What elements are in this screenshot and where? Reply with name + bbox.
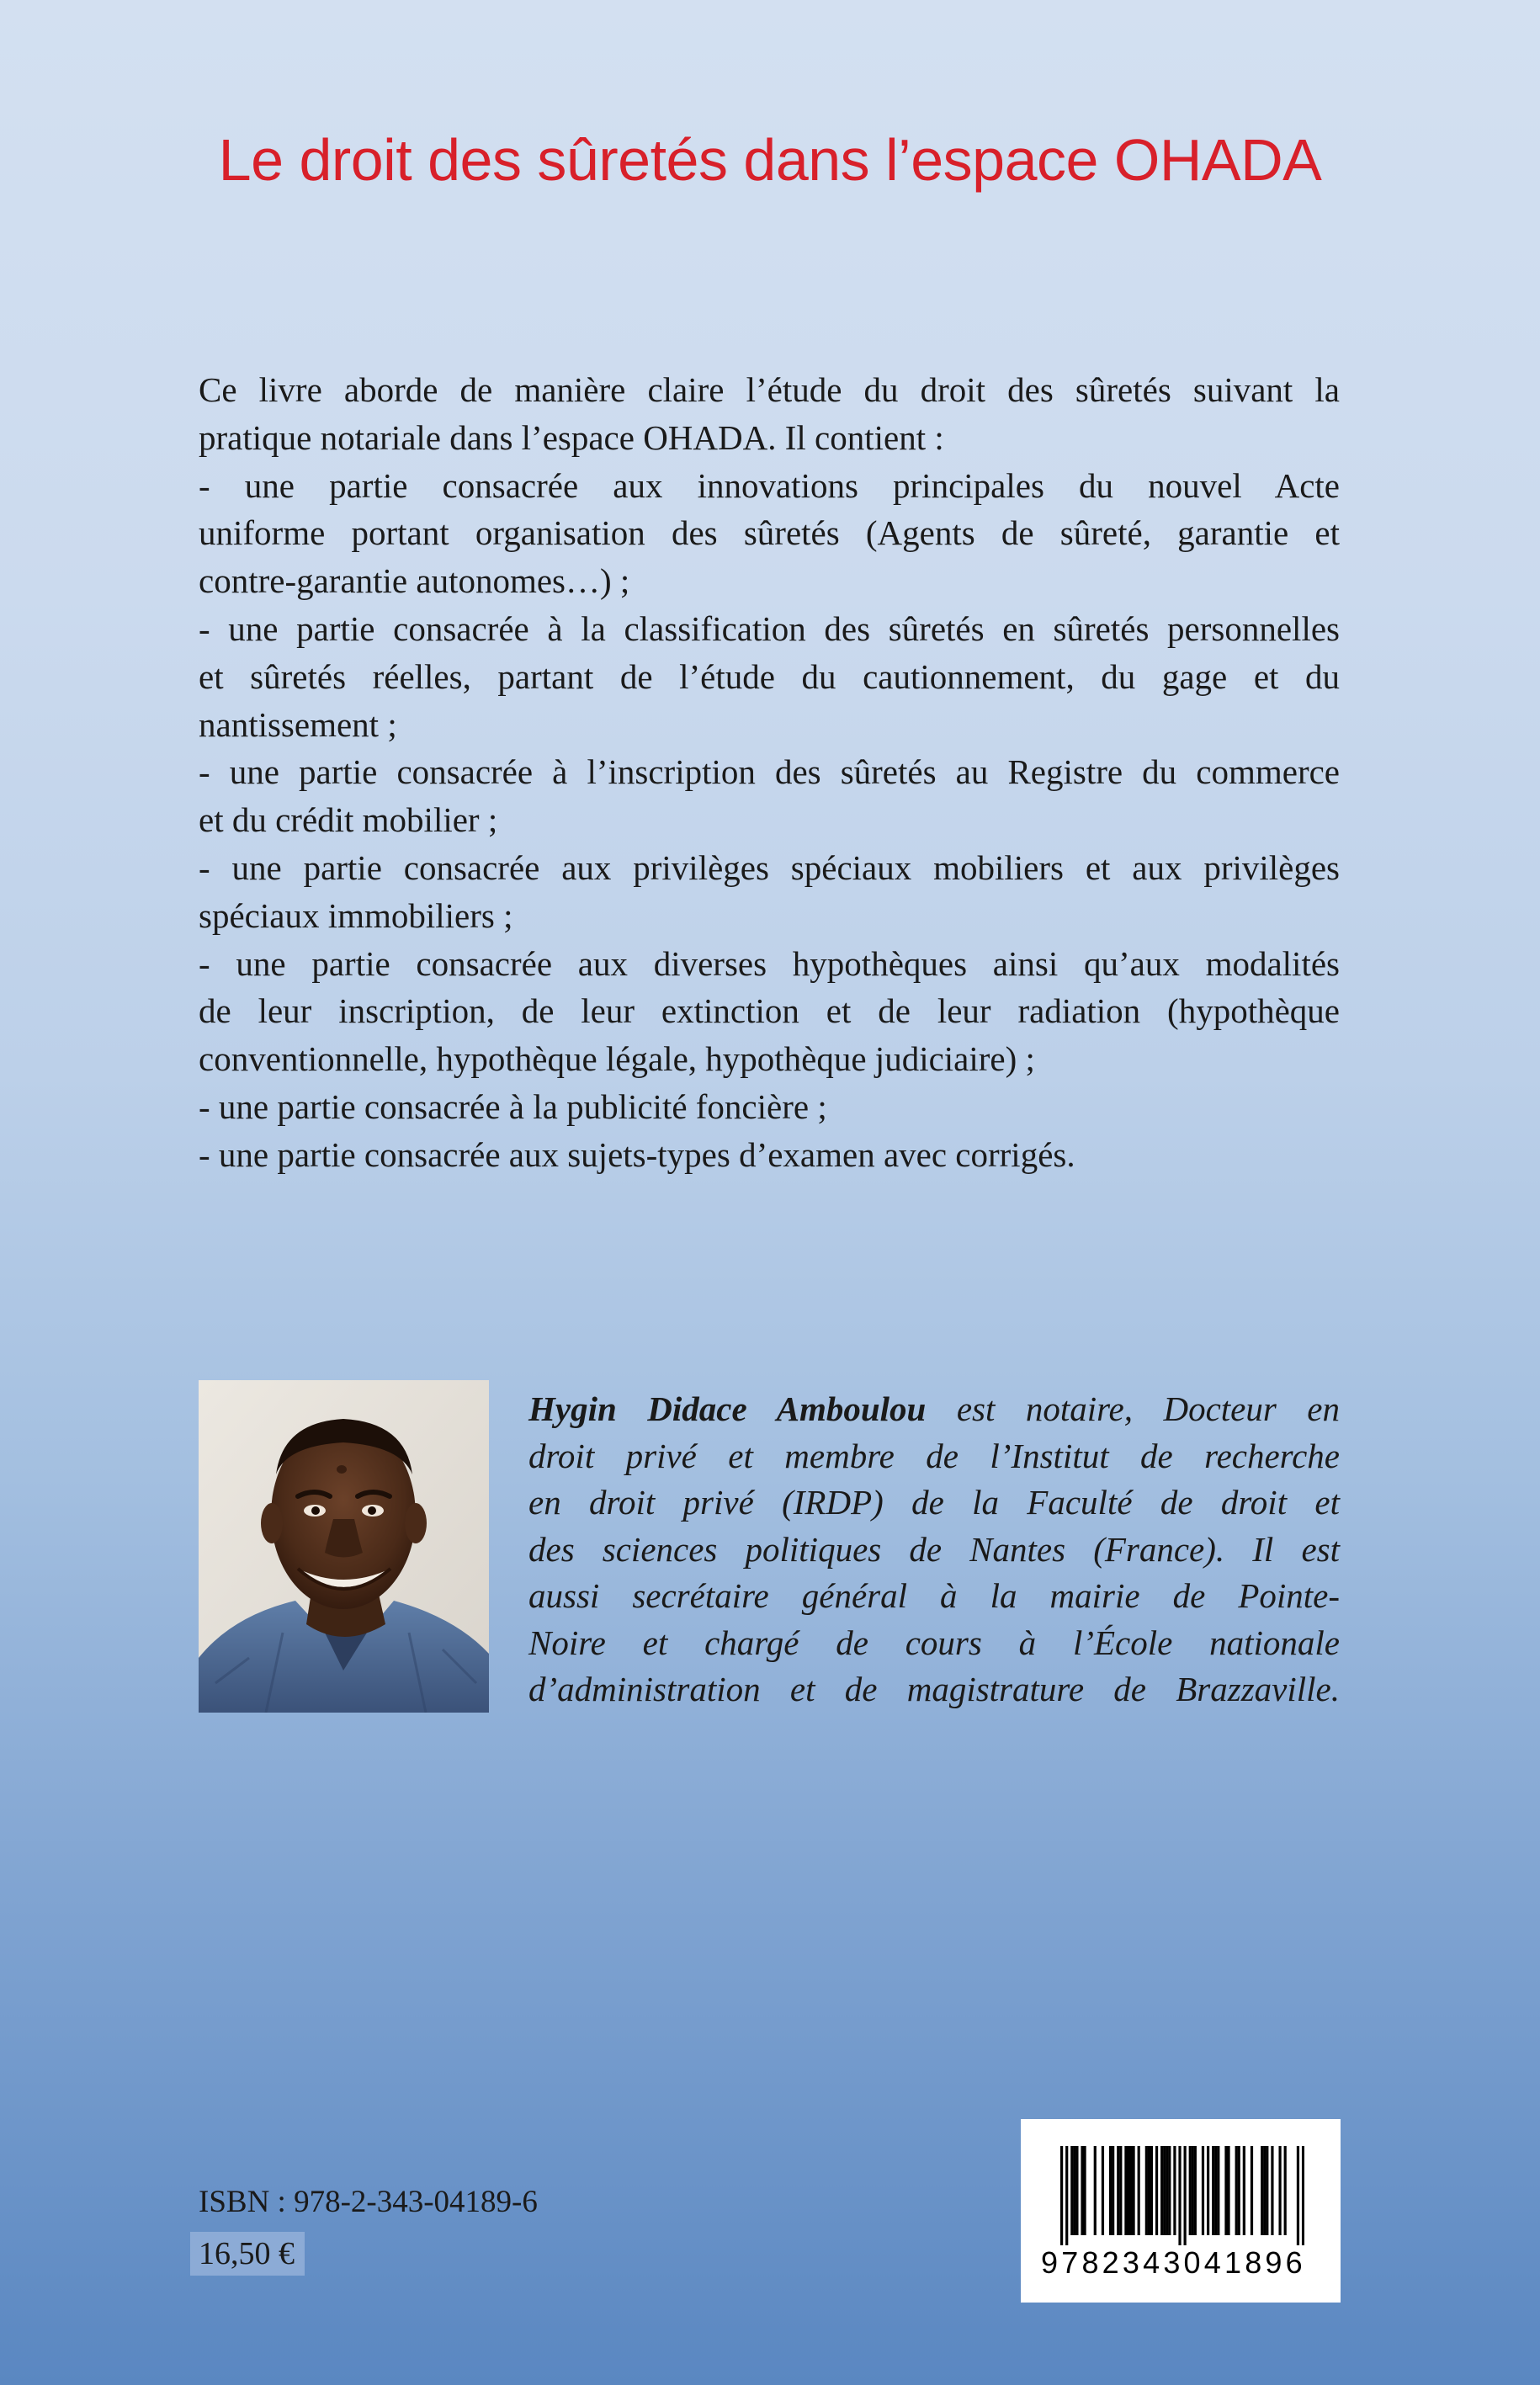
barcode-bars (1060, 2146, 1304, 2245)
description-line: de leur inscription, de leur extinction et de leur radiation (hypothèque (199, 991, 1340, 1031)
description-line: - une partie consacrée aux privilèges spéciaux mobiliers et aux privilèges (199, 847, 1340, 887)
author-name: Hygin Didace Amboulou (528, 1389, 927, 1428)
barcode-bar (1155, 2146, 1158, 2235)
barcode-bar (1238, 2146, 1240, 2235)
barcode-bar (1194, 2146, 1197, 2235)
barcode-bar (1278, 2146, 1281, 2235)
barcode-bar (1145, 2146, 1148, 2235)
barcode-bar (1150, 2146, 1153, 2235)
barcode-bar (1302, 2146, 1304, 2245)
barcode-bar (1192, 2146, 1194, 2235)
barcode-bar (1173, 2146, 1176, 2235)
description-line: - une partie consacrée aux diverses hypothèques ainsi qu’aux modalités (199, 943, 1340, 983)
barcode-bar (1148, 2146, 1150, 2235)
bio-line: d’administration et de magistrature de Brazzaville. (528, 1670, 1340, 1708)
barcode-bar (1163, 2146, 1166, 2235)
barcode-bar (1212, 2146, 1214, 2235)
bio-line: aussi secrétaire général à la mairie de Pointe- (528, 1576, 1340, 1615)
barcode-bar (1102, 2146, 1104, 2235)
barcode-bar (1065, 2146, 1068, 2245)
barcode-bar (1117, 2146, 1119, 2235)
description-line: nantissement ; (199, 704, 397, 744)
barcode-bar (1132, 2146, 1134, 2235)
barcode-bar (1070, 2146, 1073, 2235)
barcode-bar (1284, 2146, 1287, 2235)
barcode-bar (1217, 2146, 1219, 2235)
price-label: 16,50 € (190, 2232, 305, 2276)
barcode-bar (1112, 2146, 1114, 2235)
barcode-bar (1261, 2146, 1263, 2235)
barcode-bar (1266, 2146, 1268, 2235)
barcode-bar (1243, 2146, 1245, 2235)
barcode-bar (1251, 2146, 1253, 2235)
barcode-bar (1207, 2146, 1209, 2235)
bio-first-line (528, 1386, 1340, 1433)
barcode-bar (1168, 2146, 1171, 2235)
description-line: uniforme portant organisation des sûretés (Agents de sûreté, garantie et (199, 513, 1340, 553)
barcode (1021, 2119, 1341, 2303)
bio-line: Noire et chargé de cours à l’École nationale (528, 1623, 1340, 1662)
barcode-bar (1202, 2146, 1204, 2235)
barcode-bar (1060, 2146, 1063, 2245)
bio-line: en droit privé (IRDP) de la Faculté de droit et (528, 1483, 1340, 1522)
barcode-bar (1166, 2146, 1168, 2235)
barcode-bar (1235, 2146, 1238, 2235)
bio-line: droit privé et membre de l’Institut de recherche (528, 1436, 1340, 1475)
barcode-bar (1178, 2146, 1181, 2245)
bio-line: des sciences politiques de Nantes (France). Il est (528, 1529, 1340, 1569)
description-line: - une partie consacrée à la publicité foncière ; (199, 1086, 827, 1126)
barcode-bar (1083, 2146, 1086, 2235)
barcode-bar (1119, 2146, 1122, 2235)
barcode-bar (1094, 2146, 1097, 2235)
author-photo (199, 1380, 489, 1713)
book-title: Le droit des sûretés dans l’espace OHADA (218, 127, 1322, 193)
barcode-bar (1297, 2146, 1299, 2245)
barcode-bar (1124, 2146, 1127, 2235)
description-line: spéciaux immobiliers ; (199, 895, 513, 935)
description-line: conventionnelle, hypothèque légale, hypothèque judiciaire) ; (199, 1039, 1035, 1079)
barcode-bar (1184, 2146, 1187, 2245)
barcode-bar (1263, 2146, 1266, 2235)
description-line: pratique notariale dans l’espace OHADA. Il contient : (199, 417, 944, 457)
description-line: et du crédit mobilier ; (199, 800, 498, 840)
description-line: - une partie consacrée aux innovations principales du nouvel Acte (199, 465, 1340, 505)
book-description (199, 366, 1340, 1179)
barcode-bar (1189, 2146, 1192, 2235)
barcode-bar (1081, 2146, 1083, 2235)
barcode-digits: 9782343041896 (1041, 2245, 1306, 2280)
barcode-bar (1075, 2146, 1078, 2235)
description-line: et sûretés réelles, partant de l’étude du cautionnement, du gage et du (199, 656, 1340, 696)
bio-line: est notaire, Docteur en (926, 1389, 1340, 1428)
barcode-bar (1271, 2146, 1273, 2235)
barcode-bar (1227, 2146, 1229, 2235)
author-portrait-illustration (199, 1380, 489, 1713)
barcode-bar (1129, 2146, 1132, 2235)
barcode-bar (1160, 2146, 1163, 2235)
barcode-bar (1127, 2146, 1129, 2235)
description-line: - une partie consacrée aux sujets-types d’examen avec corrigés. (199, 1134, 1075, 1174)
description-line: contre-garantie autonomes…) ; (199, 561, 630, 601)
barcode-bar (1109, 2146, 1112, 2235)
barcode-bar (1224, 2146, 1227, 2235)
barcode-bar (1073, 2146, 1075, 2235)
description-line: - une partie consacrée à la classification des sûretés en sûretés personnelles (199, 608, 1340, 648)
barcode-bar (1214, 2146, 1217, 2235)
description-line: Ce livre aborde de manière claire l’étude du droit des sûretés suivant la (199, 370, 1340, 409)
description-line: - une partie consacrée à l’inscription des sûretés au Registre du commerce (199, 752, 1340, 792)
isbn-label: ISBN : 978-2-343-04189-6 (199, 2185, 538, 2219)
author-bio (528, 1386, 1340, 1713)
barcode-bar (1138, 2146, 1140, 2235)
